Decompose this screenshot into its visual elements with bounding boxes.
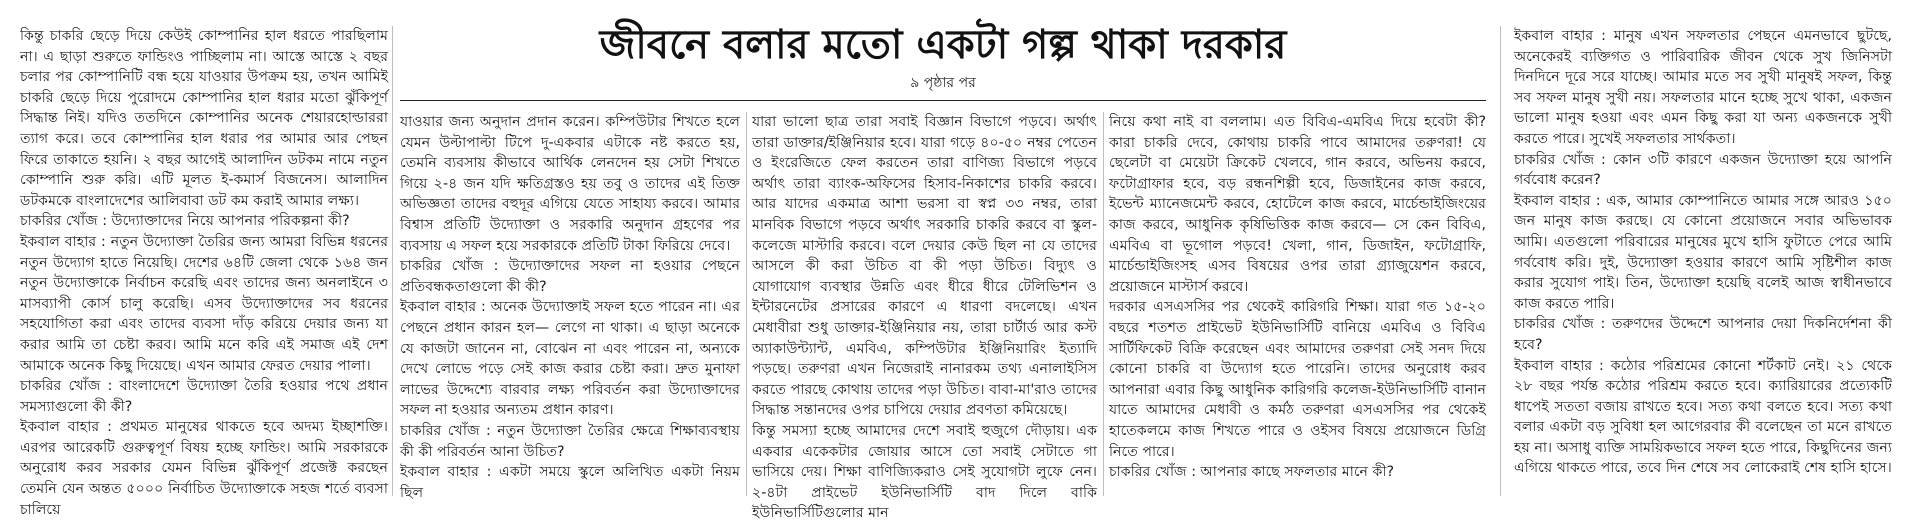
question: চাকরির খোঁজ : বাংলাদেশে উদ্যোক্তা তৈরি হওয়ার পথে প্রধান সমস্যাগুলো কী কী? bbox=[20, 378, 388, 415]
paragraph: কিন্তু চাকরি ছেড়ে দিয়ে কেউই কোম্পানির হাল ধরতে পারছিলাম না। এ ছাড়া শুরুতে ফান্ডিংও পাচ্ছিলাম না। আস্তে আস্তে ২ বছর চলার পর কোম্পানিটি বন্ধ হয়ে যাওয়ার উপক্রম হয়, তখন আমিই চাকরি ছেড়ে দিয়ে পুরোদমে কোম্পানির হাল ধরার মতো ঝুঁকিপূর্ণ সিদ্ধান্ত নিই। যদিও ততদিনে কোম্পানির অনেক শেয়ারহোল্ডাররা ত্যাগ করে। তবে কোম্পানির হাল ধরার পর আমার আর পেছন ফিরে তাকাতে হয়নি। ২ বছর আগেই আলাদিন ডটকম নামে নতুন কোম্পানি শুরু করি। এটি মূলত ই-কমার্স বিজনেস। আলাদিন ডটকমকে বাংলাদেশের আলিবাবা ডট কম করাই আমার লক্ষ্য। bbox=[20, 28, 388, 209]
article-column-2 bbox=[400, 112, 740, 502]
column-divider bbox=[392, 26, 393, 496]
question: চাকরির খোঁজ : নতুন উদ্যোক্তা তৈরির ক্ষেত্রে শিক্ষাব্যবস্থায় কী কী পরিবর্তন আনা উচিত? bbox=[400, 422, 740, 460]
continued-from-label: ৯ পৃষ্ঠার পর bbox=[910, 75, 976, 91]
question: চাকরির খোঁজ : উদ্যোক্তাদের নিয়ে আপনার পরিকল্পনা কী? bbox=[20, 213, 350, 230]
column-divider bbox=[1500, 26, 1501, 496]
paragraph: যারা ভালো ছাত্র তারা সবাই বিজ্ঞান বিভাগে পড়বে। অর্থাৎ তারা ডাক্তার/ইঞ্জিনিয়ার হবে। যারা গড়ে ৪০-৫০ নম্বর পেতেন ও ইংরেজিতে ফেল করতেন তারা বাণিজ্য বিভাগে পড়বে অর্থাৎ তারা ব্যাংক-অফিসের হিসাব-নিকাশের চাকরি করবে। আর যাদের একমাত্র আশা ভরসা বা স্বপ্ন ৩৩ নম্বর, তারা মানবিক বিভাগে পড়বে অর্থাৎ সরকারি চাকরি করবে বা স্কুল-কলেজে মাস্টারি করবে। বলে দেয়ার কেউ ছিল না যে তাদের আসলে কী করা উচিত বা কী পড়া উচিত। বিদ্যুৎ ও যোগাযোগ ব্যবস্থার উন্নতি এবং ধীরে ধীরে টেলিভিশন ও ইন্টারনেটের প্রসারের কারণে এ ধারণা বদলেছে। এখন মেধাবীরা শুধু ডাক্তার-ইঞ্জিনিয়ার নয়, তারা চার্টার্ড আর কস্ট অ্যাকাউন্ট্যান্ট, এমবিএ, কম্পিউটার ইঞ্জিনিয়ারিং ইত্যাদি পড়ছে। তরুণরা এখন নিজেরাই নানারকম তথ্য এনালাইসিস করতে পারছে কোথায় তাদের পড়া উচিত। বাবা-মা'রাও তাদের সিদ্ধান্ত সন্তানদের ওপর চাপিয়ে দেয়ার প্রবণতা কমিয়েছে। bbox=[752, 114, 1097, 419]
answer: ইকবাল বাহার : মানুষ এখন সফলতার পেছনে এমনভাবে ছুটছে, অনেকেরই ব্যক্তিগত ও পারিবারিক জীবন থেকে সুখ জিনিসটা দিনদিনে দূরে সরে যাচ্ছে। আমার মতে সব সুখী মানুষই সফল, কিন্তু সব সফল মানুষ সুখী নয়। সফলতার মানে হচ্ছে সুখে থাকা, একজন ভালো মানুষ হওয়া এবং এমন কিছু করা যা অন্য একজনকে সুখী করতে পারে। সুখেই সফলতার সার্থকতা। bbox=[1514, 28, 1892, 147]
column-divider bbox=[1103, 112, 1104, 496]
answer: ইকবাল বাহার : অনেক উদ্যোক্তাই সফল হতে পারেন না। এর পেছনে প্রধান কারন হল— লেগে না থাকা। এ ছাড়া অনেকে যে কাজটা জানেন না, বোঝেন না এবং পারেন না, অন্যকে দেখে লোভে পড়ে সেই কাজ করার চেষ্টা করা। দ্রুত মুনাফা লাভের উদ্দেশ্যে বারবার লক্ষ্য পরিবর্তন করা উদ্যোক্তাদের সফল না হওয়ার অন্যতম প্রধান কারণ। bbox=[400, 299, 740, 419]
answer: ইকবাল বাহার : নতুন উদ্যোক্তা তৈরির জন্য আমরা বিভিন্ন ধরনের নতুন উদ্যোগ হাতে নিয়েছি। দেশের ৬৪টি জেলা থেকে ১৬৪ জন নতুন উদ্যোক্তাকে নির্বাচন করেছি এবং তাদের জন্য অনলাইনে ৩ মাসব্যাপী কোর্স চালু করেছি। এসব উদ্যোক্তাদের সব ধরনের সহযোগিতা করা এবং তাদের ব্যবসা দাঁড় করিয়ে দেয়ার জন্য যা করার আমি তা চেষ্টা করব। আমি মনে করি এই সমাজ এই দেশ আমাকে অনেক কিছু দিয়েছে। এখন আমার ফেরত দেয়ার পালা। bbox=[20, 233, 388, 374]
question: চাকরির খোঁজ : কোন ৩টি কারণে একজন উদ্যোক্তা হয়ে আপনি গর্ববোধ করেন? bbox=[1514, 151, 1892, 189]
column-divider bbox=[746, 112, 747, 496]
question: চাকরির খোঁজ : তরুণদের উদ্দেশে আপনার দেয়া দিকনির্দেশনা কী হবে? bbox=[1514, 316, 1892, 353]
headline-block bbox=[400, 18, 1486, 112]
paragraph: কিন্তু সমস্যা হচ্ছে আমাদের দেশে সবাই হুজুগে দৌড়ায়। এক একবার একেকটার জোয়ার আসে তো সবাই সেটাতে গা ভাসিয়ে দেয়। শিক্ষা বাণিজ্যিকরাও সেই সুযোগটা লুফে নেন। ২-৪টা প্রাইভেট ইউনিভার্সিটি বাদ দিলে বাকি ইউনিভার্সিটিগুলোর মান bbox=[752, 422, 1097, 522]
answer: ইকবাল বাহার : প্রথমত মানুষের থাকতে হবে অদম্য ইচ্ছাশক্তি। এরপর আরেকটি গুরুত্বপূর্ণ বিষয় হচ্ছে ফান্ডিং। আমি সরকারকে অনুরোধ করব সরকার যেমন বিভিন্ন ঝুঁকিপূর্ণ প্রজেক্ট করছেন তেমনি যেন অন্তত ৫০০০ নির্বাচিত উদ্যোক্তাকে সহজ শর্তে ব্যবসা চালিয়ে bbox=[20, 419, 388, 518]
headline-rule bbox=[400, 100, 1486, 101]
answer: ইকবাল বাহার : এক, আমার কোম্পানিতে আমার সঙ্গে আরও ১৫০ জন মানুষ কাজ করছে। যে কোনো প্রয়োজনে সবার অভিভাবক আমি। এতগুলো পরিবারের মানুষের মুখে হাসি ফুটাতে পেরে আমি গর্ববোধ করি। দুই, উদ্যোক্তা হওয়ার কারণে আমি সৃষ্টিশীল কাজ করার সুযোগ পাই। তিন, উদ্যোক্তা হয়েছি বলেই আজ স্বাধীনভাবে কাজ করতে পারি। bbox=[1514, 192, 1892, 312]
question: চাকরির খোঁজ : উদ্যোক্তাদের সফল না হওয়ার পেছনে প্রতিবন্ধকতাগুলো কী কী? bbox=[400, 258, 740, 295]
answer: ইকবাল বাহার : একটা সময়ে স্কুলে অলিখিত একটা নিয়ম ছিল bbox=[400, 464, 740, 501]
paragraph: দরকার এসএসসির পর থেকেই কারিগরি শিক্ষা। যারা গত ১৫-২০ বছরে শতশত প্রাইভেট ইউনিভার্সিটি বানিয়ে এমবিএ ও বিবিএ সার্টিফিকেট বিক্রি করেছেন এবং আমাদের তরুণরা সেই সনদ দিয়ে কোনো চাকরি বা উদ্যোগ হতে পারেনি। তাদের অনুরোধ করব আপনারা এবার কিছু আধুনিক কারিগরি কলেজ-ইউনিভার্সিটি বানান যাতে আমাদের মেধাবী ও কর্মঠ তরুণরা এসএসসির পর থেকেই হাতেকলমে কাজ শিখতে পারে ও ওইসব বিষয়ে প্রয়োজনে ডিগ্রি নিতে পারে। bbox=[1109, 299, 1486, 460]
article-column-1 bbox=[20, 26, 388, 518]
paragraph: নিয়ে কথা নাই বা বললাম। এত বিবিএ-এমবিএ দিয়ে হবেটা কী? কারা চাকরি দেবে, কোথায় চাকরি পাবে আমাদের তরুণরা! যে ছেলেটা বা মেয়েটা ক্রিকেট খেলবে, গান করবে, অভিনয় করবে, ফটোগ্রাফার হবে, বড় রন্ধনশিল্পী হবে, ডিজাইনের কাজ করবে, ইভেন্ট ম্যানেজমেন্ট করবে, হোটেলে কাজ করবে, মার্চেন্ডাইজিংয়ের কাজ করবে, আধুনিক কৃষিভিত্তিক কাজ করবে— সে কেন বিবিএ, এমবিএ বা ভূগোল পড়বে! খেলা, গান, ডিজাইন, ফটোগ্রাফি, মার্চেন্ডাইজিংসহ এসব বিষয়ের ওপর তারা গ্র্যাজুয়েশন করবে, প্রয়োজনে মাস্টার্স করবে। bbox=[1109, 114, 1486, 295]
page-title: জীবনে বলার মতো একটা গল্প থাকা দরকার bbox=[599, 21, 1287, 68]
article-column-4 bbox=[1109, 112, 1486, 502]
paragraph: যাওয়ার জন্য অনুদান প্রদান করেন। কম্পিউটার শিখতে হলে যেমন উল্টাপাল্টা টিপে দু-একবার এটাকে নষ্ট করতে হয়, তেমনি ব্যবসায় কীভাবে আর্থিক লেনদেন হয় সেটা শিখতে গিয়ে ২-৪ জন যদি ক্ষতিগ্রস্তও হয় তবু ও তাদের এই তিক্ত অভিজ্ঞতা তাদের বহুদূর এগিয়ে যেতে সাহায্য করবে। আমার বিশ্বাস প্রতিটি উদ্যোক্তা ও সরকারি অনুদান গ্রহণের পর ব্যবসায় এ সফল হয়ে সরকারকে প্রতিটি টাকা ফিরিয়ে দেবে। bbox=[400, 114, 740, 254]
answer: ইকবাল বাহার : কঠোর পরিশ্রমের কোনো শর্টকাট নেই। ২১ থেকে ২৮ বছর পর্যন্ত কঠোর পরিশ্রম করতে হবে। ক্যারিয়ারের প্রত্যেকটি ধাপেই সততা বজায় রাখতে হবে। সত্য কথা বলতে হবে। সত্য কথা বলার একটা বড় সুবিধা হল আগেরবার কী বলেছেন তা মনে রাখতে হয় না। অসাধু ব্যক্তি সাময়িকভাবে সফল হতে পারে, কিছুদিনের জন্য এগিয়ে থাকতে পারে, তবে দিন শেষে সব লোকেরাই শেষ হাসি হাসে। bbox=[1514, 357, 1892, 477]
article-column-5 bbox=[1514, 26, 1892, 502]
article-column-3 bbox=[752, 112, 1097, 522]
question: চাকরির খোঁজ : আপনার কাছে সফলতার মানে কী? bbox=[1109, 464, 1395, 481]
